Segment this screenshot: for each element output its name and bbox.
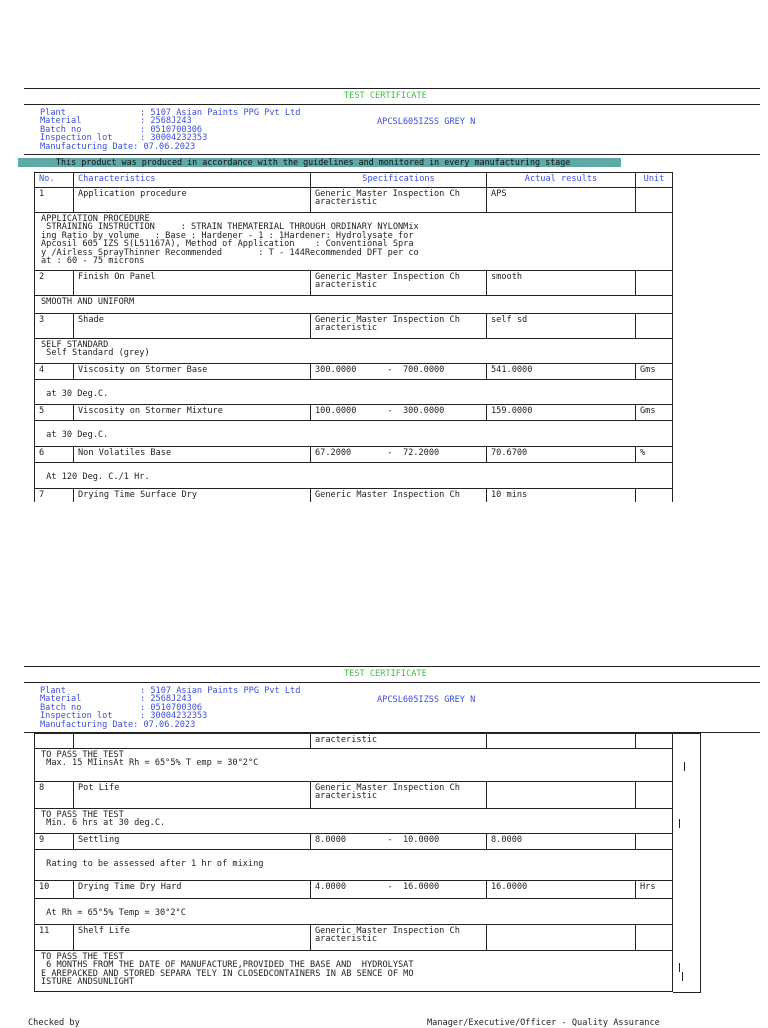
- row-actual: self sd: [486, 313, 636, 339]
- row-unit: Gms: [635, 404, 673, 421]
- header-values: [140, 687, 300, 721]
- label-inspection-lot: Inspection lot: [40, 711, 113, 722]
- row-actual: smooth: [486, 270, 636, 296]
- value-plant: : 5107 Asian Paints PPG Pvt Ltd: [140, 686, 301, 696]
- row-unit: [635, 781, 673, 809]
- row-specification: 4.0000 - 16.0000: [310, 880, 487, 899]
- row-actual: 16.0000: [486, 880, 636, 899]
- row-actual: APS: [486, 187, 636, 213]
- row-note: TO PASS THE TEST Max. 15 MIinsAt Rh = 65°5% T emp = 30°2°C: [34, 748, 673, 782]
- value-mfg-date: 07.06.2023: [143, 719, 196, 730]
- row-specification: Generic Master Inspection Ch aracteristic: [310, 313, 487, 339]
- row-note: Rating to be assessed after 1 hr of mixing: [34, 849, 673, 881]
- row-characteristic: Application procedure: [73, 187, 311, 213]
- label-batch: Batch no: [40, 702, 82, 713]
- row-note: APPLICATION PROCEDURE STRAINING INSTRUCTION : STRAIN THEMATERIAL THROUGH ORDINARY NYLONMix ing Ratio by volume : Base : Hardener - 1 : 1Hardener: Hydrolysate for Apcosil 605 IZS S(L51167A), Method of Application : Conventional Spra y /Airless SprayThinner Recommended : T - 144Recommended DFT per co at : 60 - 75 microns: [34, 212, 673, 271]
- row-no: 5: [34, 404, 74, 421]
- label-batch: Batch no: [40, 124, 82, 135]
- row-actual: [486, 781, 636, 809]
- row-characteristic: Viscosity on Stormer Base: [73, 363, 311, 380]
- row-characteristic: Viscosity on Stormer Mixture: [73, 404, 311, 421]
- label-mfg-date: Manufacturing Date:: [40, 141, 139, 152]
- row-unit: %: [635, 446, 673, 463]
- row-note: SMOOTH AND UNIFORM: [34, 295, 673, 314]
- edge-mark: [682, 972, 683, 981]
- col-header-characteristics: Characteristics: [73, 172, 311, 188]
- certificate-title: TEST CERTIFICATE: [344, 669, 427, 679]
- col-header-actual: Actual results: [486, 172, 636, 188]
- table-outer-border: [673, 733, 701, 734]
- value-inspection-lot: : 30004232353: [140, 711, 208, 722]
- title-rule: [24, 682, 760, 683]
- row-characteristic: Shade: [73, 313, 311, 339]
- row-no: 9: [34, 833, 74, 850]
- row-unit: [635, 833, 673, 850]
- row-specification: Generic Master Inspection Ch aracteristic: [310, 781, 487, 809]
- row-characteristic: Shelf Life: [73, 924, 311, 951]
- row-note: At Rh = 65°5% Temp = 30°2°C: [34, 898, 673, 925]
- row-no: 1: [34, 187, 74, 213]
- header-values: [140, 109, 300, 143]
- row-specification: Generic Master Inspection Ch: [310, 488, 487, 502]
- row-no: 7: [34, 488, 74, 502]
- label-mfg-date: Manufacturing Date:: [40, 719, 139, 730]
- row-no: 2: [34, 270, 74, 296]
- top-rule: [24, 88, 760, 89]
- row-characteristic: Finish On Panel: [73, 270, 311, 296]
- row-unit: [635, 187, 673, 213]
- edge-mark: [679, 819, 680, 828]
- label-material: Material: [40, 116, 82, 127]
- row-specification: Generic Master Inspection Ch aracteristic: [310, 270, 487, 296]
- col-header-specifications: Specifications: [310, 172, 487, 188]
- row-unit: [635, 733, 673, 749]
- row-unit: Hrs: [635, 880, 673, 899]
- certificate-title: TEST CERTIFICATE: [344, 91, 427, 101]
- header-rule: [24, 154, 760, 155]
- label-material: Material: [40, 694, 82, 705]
- row-actual: [486, 733, 636, 749]
- row-actual: 10 mins: [486, 488, 636, 502]
- row-specification: 8.0000 - 10.0000: [310, 833, 487, 850]
- row-actual: 8.0000: [486, 833, 636, 850]
- row-specification: aracteristic: [310, 733, 487, 749]
- row-specification: Generic Master Inspection Ch aracteristic: [310, 924, 487, 951]
- row-no: 11: [34, 924, 74, 951]
- signatory-label: Manager/Executive/Officer - Quality Assurance: [427, 1018, 660, 1028]
- table-outer-border: [700, 733, 701, 993]
- row-actual: 159.0000: [486, 404, 636, 421]
- value-batch: : 0510700306: [140, 702, 203, 713]
- title-rule: [24, 104, 760, 105]
- table-outer-border: [673, 992, 701, 993]
- row-characteristic: Drying Time Dry Hard: [73, 880, 311, 899]
- label-plant: Plant: [40, 686, 66, 696]
- row-unit: [635, 270, 673, 296]
- row-no: 4: [34, 363, 74, 380]
- row-no: 8: [34, 781, 74, 809]
- row-note: at 30 Deg.C.: [34, 379, 673, 405]
- row-no: 6: [34, 446, 74, 463]
- row-note: TO PASS THE TEST 6 MONTHS FROM THE DATE OF MANUFACTURE,PROVIDED THE BASE AND HYDROLYSAT E AREPACKED AND STORED SEPARA TELY IN CLOSEDCONTAINERS IN AB SENCE OF MO ISTURE ANDSUNLIGHT: [34, 950, 673, 992]
- top-rule: [24, 666, 760, 667]
- row-characteristic: Settling: [73, 833, 311, 850]
- quality-banner: This product was produced in accordance with the guidelines and monitored in every manufacturing stage: [18, 158, 621, 167]
- value-plant: : 5107 Asian Paints PPG Pvt Ltd: [140, 108, 301, 118]
- row-specification: 100.0000 - 300.0000: [310, 404, 487, 421]
- row-no: [34, 733, 74, 749]
- row-note: SELF STANDARD Self Standard (grey): [34, 338, 673, 364]
- row-specification: 67.2000 - 72.2000: [310, 446, 487, 463]
- row-unit: [635, 313, 673, 339]
- edge-mark: [679, 963, 680, 972]
- value-batch: : 0510700306: [140, 124, 203, 135]
- label-plant: Plant: [40, 108, 66, 118]
- row-specification: Generic Master Inspection Ch aracteristic: [310, 187, 487, 213]
- edge-mark: [684, 762, 685, 771]
- row-characteristic: Drying Time Surface Dry: [73, 488, 311, 502]
- row-actual: [486, 924, 636, 951]
- label-inspection-lot: Inspection lot: [40, 133, 113, 144]
- row-actual: 541.0000: [486, 363, 636, 380]
- row-note: TO PASS THE TEST Min. 6 hrs at 30 deg.C.: [34, 808, 673, 834]
- product-code: APCSL605IZSS GREY N: [377, 117, 476, 127]
- row-no: 10: [34, 880, 74, 899]
- value-material: : 2568J243: [140, 694, 192, 705]
- row-note: at 30 Deg.C.: [34, 420, 673, 447]
- value-material: : 2568J243: [140, 116, 192, 127]
- value-inspection-lot: : 30004232353: [140, 133, 208, 144]
- row-characteristic: Pot Life: [73, 781, 311, 809]
- row-characteristic: [73, 733, 311, 749]
- row-characteristic: Non Volatiles Base: [73, 446, 311, 463]
- col-header-unit: Unit: [635, 172, 673, 188]
- col-header-no: No.: [34, 172, 74, 188]
- row-specification: 300.0000 - 700.0000: [310, 363, 487, 380]
- product-code: APCSL605IZSS GREY N: [377, 695, 476, 705]
- checked-by-label: Checked by: [28, 1018, 80, 1028]
- row-no: 3: [34, 313, 74, 339]
- row-note: At 120 Deg. C./1 Hr.: [34, 462, 673, 489]
- row-unit: Gms: [635, 363, 673, 380]
- row-actual: 70.6700: [486, 446, 636, 463]
- value-mfg-date: 07.06.2023: [143, 141, 196, 152]
- row-unit: [635, 924, 673, 951]
- row-unit: [635, 488, 673, 502]
